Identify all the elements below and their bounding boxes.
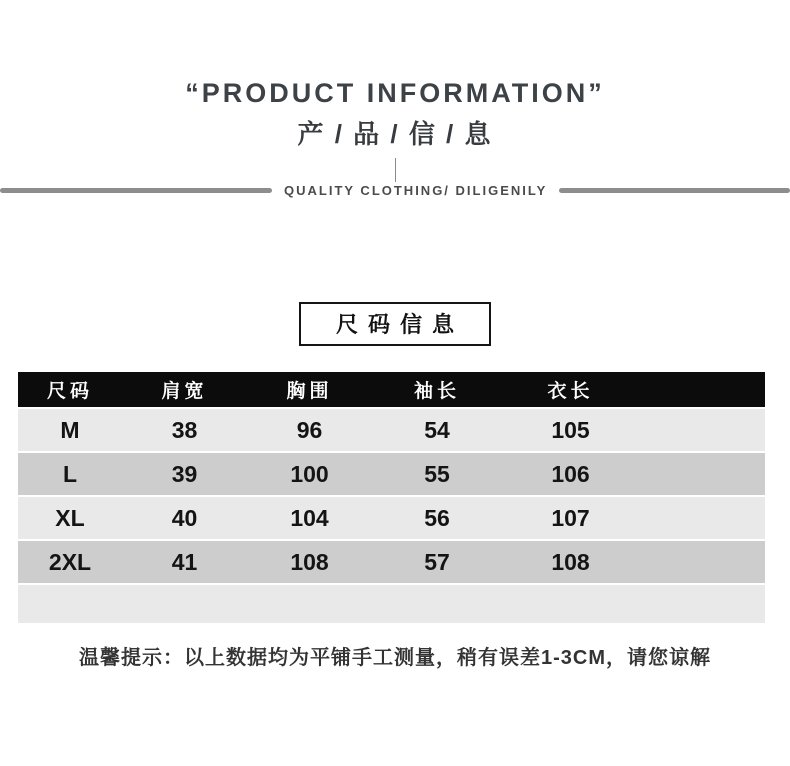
table-row: [18, 496, 765, 540]
measurement-cell: 96: [247, 408, 372, 452]
divider-tagline: QUALITY CLOTHING/ DILIGENILY: [284, 183, 548, 198]
measurement-cell: 54: [372, 408, 502, 452]
tagline-divider: [0, 183, 790, 198]
measurement-cell: 55: [372, 452, 502, 496]
col-header-length: 衣长: [502, 372, 765, 408]
col-header-shoulder: 肩宽: [122, 372, 247, 408]
divider-line-right: [559, 188, 790, 193]
measurement-cell: [247, 584, 372, 624]
page-title: “PRODUCT INFORMATION”: [185, 78, 605, 108]
page-subtitle: 产 / 品 / 信 / 息: [297, 119, 493, 149]
measurement-cell: 107: [502, 496, 765, 540]
measurement-cell: 38: [122, 408, 247, 452]
measurement-cell: 108: [247, 540, 372, 584]
measurement-cell: 108: [502, 540, 765, 584]
col-header-bust: 胸围: [247, 372, 372, 408]
measurement-cell: 106: [502, 452, 765, 496]
product-info-page: [0, 78, 790, 766]
measurement-cell: 57: [372, 540, 502, 584]
measurement-cell: 40: [122, 496, 247, 540]
table-row: [18, 452, 765, 496]
measurement-cell: 105: [502, 408, 765, 452]
table-row: [18, 408, 765, 452]
size-cell: [18, 584, 122, 624]
size-table-header-row: [18, 372, 765, 408]
divider-line-left: [0, 188, 272, 193]
vertical-tick-divider: [395, 158, 396, 182]
table-row: [18, 540, 765, 584]
size-cell: L: [18, 452, 122, 496]
measurement-note: 温馨提示：以上数据均为平铺手工测量，稍有误差1-3CM，请您谅解: [78, 647, 711, 669]
measurement-cell: 41: [122, 540, 247, 584]
size-table-body: [18, 408, 765, 624]
measurement-cell: 39: [122, 452, 247, 496]
measurement-cell: 56: [372, 496, 502, 540]
size-info-title-box: [299, 302, 491, 346]
measurement-cell: 104: [247, 496, 372, 540]
table-filler-row: [18, 584, 765, 624]
col-header-size: 尺码: [18, 372, 122, 408]
col-header-sleeve: 袖长: [372, 372, 502, 408]
measurement-cell: [502, 584, 765, 624]
size-table: [18, 372, 765, 625]
size-cell: XL: [18, 496, 122, 540]
size-cell: 2XL: [18, 540, 122, 584]
measurement-cell: 100: [247, 452, 372, 496]
measurement-cell: [122, 584, 247, 624]
measurement-cell: [372, 584, 502, 624]
size-info-title: 尺码信息: [335, 312, 464, 337]
size-cell: M: [18, 408, 122, 452]
